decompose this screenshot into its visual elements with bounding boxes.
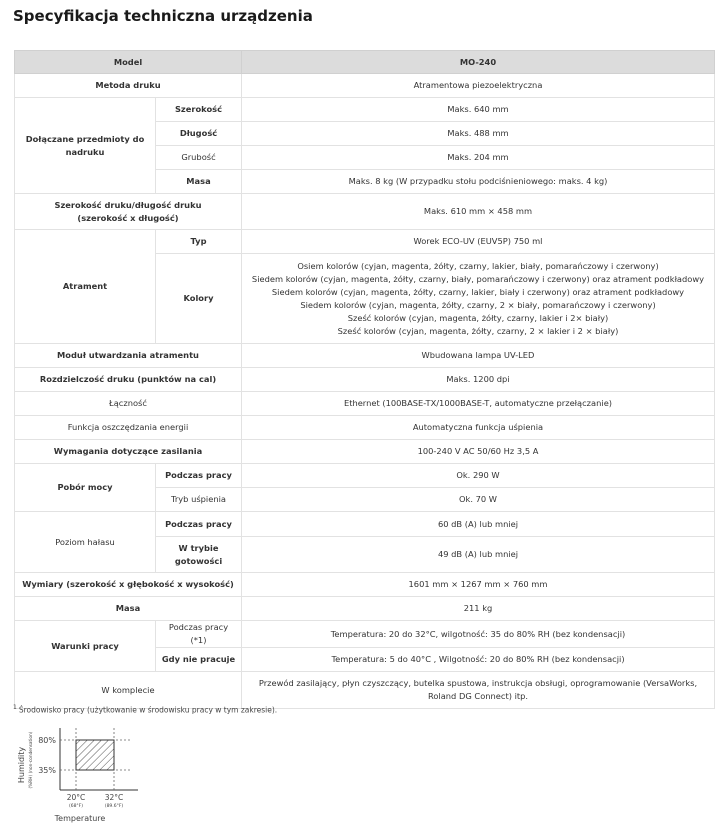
row-value: Maks. 640 mm [242,98,715,122]
row-value: Ok. 290 W [242,464,715,488]
operating-range-area [76,740,114,770]
table-row [15,512,715,537]
row-value: Maks. 488 mm [242,122,715,146]
row-sublabel: Kolory [156,254,242,344]
y-axis-sublabel: (%RH) (non-condensation) [29,731,34,789]
footnote-marker: 1 [13,704,17,711]
y-axis-label: Humidity [17,746,26,784]
row-label: Pobór mocy [15,464,156,512]
row-sublabel: Masa [156,170,242,194]
operating-environment-chart [10,718,150,827]
table-row [15,194,715,230]
row-label: Wymagania dotyczące zasilania [15,440,242,464]
footnote [13,704,277,715]
table-row [15,368,715,392]
table-row [15,573,715,597]
row-label: Funkcja oszczędzania energii [15,416,242,440]
header-value: MO-240 [242,51,715,74]
row-label: Poziom hałasu [15,512,156,573]
row-sublabel: Długość [156,122,242,146]
row-sublabel: Tryb uśpienia [156,488,242,512]
row-label: Rozdzielczość druku (punktów na cal) [15,368,242,392]
row-value: Automatyczna funkcja uśpienia [242,416,715,440]
table-row [15,392,715,416]
table-row [15,621,715,648]
row-value: Maks. 610 mm × 458 mm [242,194,715,230]
x-axis-label: Temperature [54,814,106,823]
row-value: 49 dB (A) lub mniej [242,537,715,573]
row-value: Osiem kolorów (cyjan, magenta, żółty, czarny, lakier, biały, pomarańczowy i czerwony) Siedem kolorów (cyjan, magenta, żółty, czarny, biały, pomarańczowy i czerwony) oraz atrament podkładowy Siedem kolorów (cyjan, magenta, żółty, czarny, lakier, biały i czerwony) oraz atrament podkładowy Siedem kolorów (cyjan, magenta, żółty, czarny, 2 × biały, pomarańczowy i czerwony) Sześć kolorów (cyjan, magenta, żółty, czarny, lakier i 2× biały) Sześć kolorów (cyjan, magenta, żółty, czarny, 2 × lakier i 2 × biały) [242,254,715,344]
table-row [15,440,715,464]
row-value: Maks. 8 kg (W przypadku stołu podciśnieniowego: maks. 4 kg) [242,170,715,194]
table-row [15,74,715,98]
row-value: Atramentowa piezoelektryczna [242,74,715,98]
row-sublabel: Podczas pracy [156,464,242,488]
table-row [15,416,715,440]
row-value: 60 dB (A) lub mniej [242,512,715,537]
row-sublabel: W trybie gotowości [156,537,242,573]
row-value: 100-240 V AC 50/60 Hz 3,5 A [242,440,715,464]
table-row [15,230,715,254]
row-label: W komplecie [15,672,242,709]
row-label: Wymiary (szerokość x głębokość x wysokość) [15,573,242,597]
header-label: Model [15,51,242,74]
row-label: Łączność [15,392,242,416]
row-value: Worek ECO-UV (EUV5P) 750 ml [242,230,715,254]
row-value: Maks. 1200 dpi [242,368,715,392]
row-sublabel: Gdy nie pracuje [156,648,242,672]
table-row [15,464,715,488]
row-label: Dołączane przedmioty do nadruku [15,98,156,194]
table-row [15,672,715,709]
row-value: Maks. 204 mm [242,146,715,170]
footnote-text: Środowisko pracy (użytkowanie w środowisku pracy w tym zakresie). [18,705,278,715]
x-tick-label: 20°C [66,793,86,802]
row-label: Masa [15,597,242,621]
x-tick-label: 32°C [104,793,124,802]
row-value: Przewód zasilający, płyn czyszczący, butelka spustowa, instrukcja obsługi, oprogramowanie (VersaWorks, Roland DG Connect) itp. [242,672,715,709]
row-label: Atrament [15,230,156,344]
row-sublabel: Typ [156,230,242,254]
row-label: Metoda druku [15,74,242,98]
row-value: 1601 mm × 1267 mm × 760 mm [242,573,715,597]
page-title: Specyfikacja techniczna urządzenia [13,7,313,25]
spec-table [14,50,715,709]
row-value: Temperatura: 5 do 40°C , Wilgotność: 20 do 80% RH (bez kondensacji) [242,648,715,672]
x-tick-sublabel: (89.6°F) [104,804,124,809]
table-row [15,597,715,621]
row-value: 211 kg [242,597,715,621]
row-label: Warunki pracy [15,621,156,672]
table-row [15,344,715,368]
row-sublabel: Szerokość [156,98,242,122]
row-value: Ok. 70 W [242,488,715,512]
table-header-row [15,51,715,74]
row-label: Moduł utwardzania atramentu [15,344,242,368]
row-sublabel: Grubość [156,146,242,170]
row-value: Temperatura: 20 do 32°C, wilgotność: 35 do 80% RH (bez kondensacji) [242,621,715,648]
row-sublabel: Podczas pracy (*1) [156,621,242,648]
x-tick-sublabel: (68°F) [68,804,84,809]
row-label: Szerokość druku/długość druku (szerokość x długość) [15,194,242,230]
table-row [15,98,715,122]
row-value: Ethernet (100BASE-TX/1000BASE-T, automatyczne przełączanie) [242,392,715,416]
row-value: Wbudowana lampa UV-LED [242,344,715,368]
y-tick-label: 35% [38,766,56,775]
y-tick-label: 80% [38,736,56,745]
row-sublabel: Podczas pracy [156,512,242,537]
